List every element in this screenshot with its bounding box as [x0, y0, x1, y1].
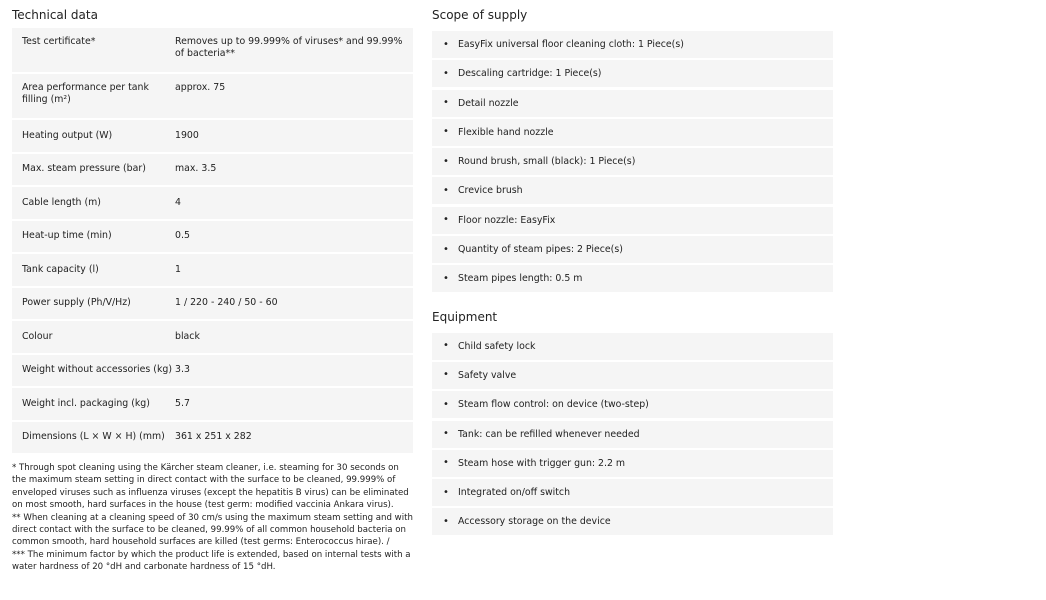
list-item: [432, 450, 833, 477]
row-value: 4: [175, 196, 181, 208]
list-item: [432, 333, 833, 360]
list-item-label: Round brush, small (black): 1 Piece(s): [458, 156, 636, 168]
row-value: 1 / 220 - 240 / 50 - 60: [175, 297, 278, 309]
row-label: Tank capacity (l): [22, 263, 99, 275]
list-item: [432, 119, 833, 146]
list-item-label: Floor nozzle: EasyFix: [458, 214, 556, 226]
table-row: [12, 187, 413, 219]
row-label: Heating output (W): [22, 129, 113, 141]
bullet-icon: •: [443, 272, 449, 284]
list-item: [432, 207, 833, 234]
list-item: [432, 421, 833, 448]
list-item-label: Steam pipes length: 0.5 m: [458, 273, 583, 285]
list-item-label: Flexible hand nozzle: [458, 126, 554, 138]
right-column: [432, 7, 833, 538]
list-item: [432, 265, 833, 292]
equipment-list: [432, 333, 833, 536]
row-value: 0.5: [175, 230, 190, 242]
footnote: *** The minimum factor by which the product life is extended, based on internal tests with a water hardness of 20 °dH and carbonate hardness of 15 °dH.: [12, 549, 411, 573]
row-value: 1: [175, 263, 181, 275]
list-item-label: Detail nozzle: [458, 97, 519, 109]
table-row: [12, 221, 413, 253]
bullet-icon: •: [443, 67, 449, 79]
row-label: Dimensions (L × W × H) (mm): [22, 431, 165, 443]
row-label: Max. steam pressure (bar): [22, 163, 146, 175]
list-item-label: Accessory storage on the device: [458, 516, 611, 528]
table-row: [12, 422, 413, 454]
bullet-icon: •: [443, 398, 449, 410]
technical-data-section: [12, 7, 413, 574]
table-row: [12, 74, 413, 118]
table-row: [12, 254, 413, 286]
bullet-icon: •: [443, 38, 449, 50]
bullet-icon: •: [443, 457, 449, 469]
bullet-icon: •: [443, 214, 449, 226]
list-item: [432, 236, 833, 263]
list-item: [432, 31, 833, 58]
row-label: Heat-up time (min): [22, 230, 112, 242]
table-row: [12, 355, 413, 387]
technical-data-heading: Technical data: [12, 8, 98, 22]
row-value: 361 x 251 x 282: [175, 431, 252, 443]
list-item: [432, 362, 833, 389]
bullet-icon: •: [443, 515, 449, 527]
table-row: [12, 28, 413, 72]
list-item-label: Integrated on/off switch: [458, 487, 571, 499]
table-row: [12, 120, 413, 152]
list-item-label: Steam flow control: on device (two-step): [458, 399, 649, 411]
list-item: [432, 177, 833, 204]
equipment-heading: Equipment: [432, 309, 498, 324]
row-value: 3.3: [175, 364, 190, 376]
scope-of-supply-list: [432, 31, 833, 292]
row-label: Area performance per tank filling (m²): [22, 82, 149, 105]
footnote: * Through spot cleaning using the Kärcher steam cleaner, i.e. steaming for 30 seconds on the maximum steam setting in direct contact with the surface to be cleaned, 99.999% of enveloped viruses such as influenza viruses (except the hepatitis B virus) can be eliminated on most smooth, hard surfaces in the house (test germ: modified vaccinia Ankara virus).: [12, 463, 409, 511]
bullet-icon: •: [443, 486, 449, 498]
list-item-label: Descaling cartridge: 1 Piece(s): [458, 68, 602, 80]
row-label: Test certificate*: [22, 36, 96, 47]
row-value: 5.7: [175, 397, 190, 409]
bullet-icon: •: [443, 155, 449, 167]
table-row: [12, 388, 413, 420]
table-row: [12, 321, 413, 353]
bullet-icon: •: [443, 369, 449, 381]
scope-of-supply-heading: Scope of supply: [432, 8, 528, 22]
row-value: approx. 75: [175, 82, 226, 93]
list-item: [432, 391, 833, 418]
list-item: [432, 479, 833, 506]
list-item: [432, 60, 833, 87]
row-label: Power supply (Ph/V/Hz): [22, 297, 131, 309]
technical-data-table: [12, 28, 413, 453]
row-value: Removes up to 99.999% of viruses* and 99.99% of bacteria**: [175, 36, 403, 59]
table-row: [12, 154, 413, 186]
row-label: Weight without accessories (kg): [22, 364, 172, 376]
list-item: [432, 508, 833, 535]
list-item-label: Tank: can be refilled whenever needed: [458, 428, 640, 440]
list-item-label: EasyFix universal floor cleaning cloth: 1 Piece(s): [458, 39, 684, 50]
list-item: [432, 148, 833, 175]
list-item-label: Crevice brush: [458, 185, 523, 197]
row-value: max. 3.5: [175, 163, 217, 175]
bullet-icon: •: [443, 97, 449, 109]
bullet-icon: •: [443, 243, 449, 255]
bullet-icon: •: [443, 340, 449, 352]
row-value: 1900: [175, 129, 199, 141]
list-item-label: Quantity of steam pipes: 2 Piece(s): [458, 244, 623, 256]
list-item-label: Steam hose with trigger gun: 2.2 m: [458, 457, 626, 469]
table-row: [12, 288, 413, 320]
list-item-label: Child safety lock: [458, 340, 536, 352]
bullet-icon: •: [443, 428, 449, 440]
row-label: Colour: [22, 330, 53, 342]
list-item-label: Safety valve: [458, 369, 517, 381]
list-item: [432, 90, 833, 117]
footnote: ** When cleaning at a cleaning speed of 30 cm/s using the maximum steam setting and with direct contact with the surface to be cleaned, 99.99% of all common household bacteria on common smooth, hard household surfaces are killed (test germs: Enterococcus hirae). /: [12, 512, 413, 548]
row-value: black: [175, 330, 200, 342]
row-label: Weight incl. packaging (kg): [22, 397, 150, 409]
row-label: Cable length (m): [22, 196, 101, 208]
bullet-icon: •: [443, 184, 449, 196]
bullet-icon: •: [443, 126, 449, 138]
footnotes: [12, 462, 413, 574]
